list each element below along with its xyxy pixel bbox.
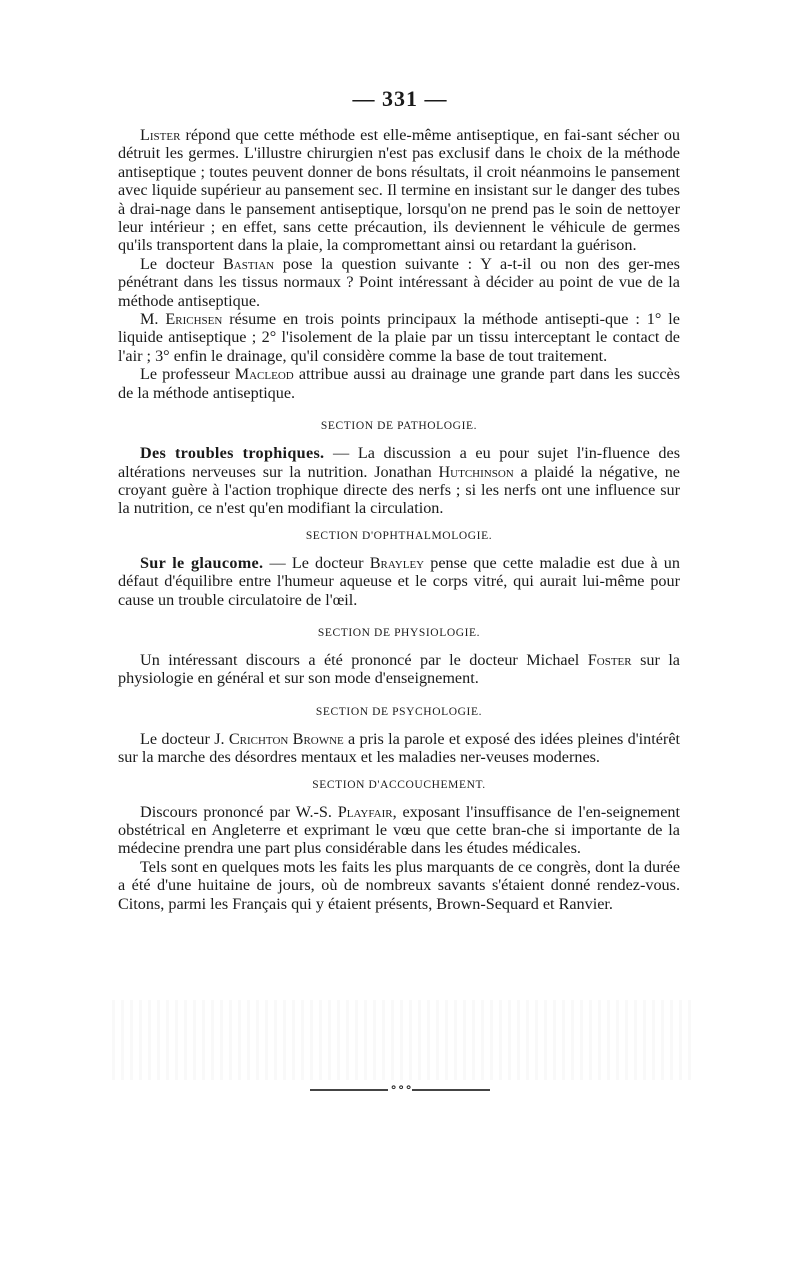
author-name: Foster [587, 650, 632, 669]
section-title: Des troubles trophiques. [140, 444, 325, 463]
section-heading-accouchement: SECTION D'ACCOUCHEMENT. [312, 778, 486, 791]
author-name: Erichsen [165, 310, 223, 329]
paragraph-accouchement [118, 803, 680, 858]
paragraph-text: Un intéressant discours a été prononcé par le docteur Michael [140, 650, 588, 669]
paragraph-text: pose la question suivante : Y a-t-il ou non des ger-mes pénétrant dans les tissus normaux ? Point intéressant à décider au point de vue de la méthode antiseptique. [118, 254, 680, 310]
show-through-texture [112, 1000, 692, 1080]
author-name: Brayley [369, 553, 425, 572]
paragraph-text: , exposant l'insuffisance de l'en-seignement obstétrical en Angleterre et exprimant le vœu que cette bran-che si importante de la médecine prendra une part plus considérable dans les études médicales. [118, 802, 680, 858]
section-title: Sur le glaucome. [140, 553, 264, 572]
paragraph-conclusion: Tels sont en quelques mots les faits les plus marquants de ce congrès, dont la durée a été d'une huitaine de jours, où de nombreux savants s'étaient donné rendez-vous. Citons, parmi les Français qui y étaient présents, Brown-Sequard et Ranvier. [118, 857, 680, 913]
paragraph-text: a plaidé la négative, ne croyant guère à l'action trophique directe des nerfs ; si les nerfs ont une influence sur la nutrition, ce n'est qu'en modifiant la circulation. [118, 462, 680, 518]
paragraph-text: pense que cette maladie est due à un défaut d'équilibre entre l'humeur aqueuse et le corps vitré, qui aurait lui-même pour cause un trouble circulatoire de l'œil. [118, 553, 680, 609]
paragraph-text: a pris la parole et exposé des idées pleines d'intérêt sur la marche des désordres mentaux et les maladies ner-veuses modernes. [118, 729, 680, 767]
paragraph-text: Discours prononcé par W.-S. [140, 802, 338, 821]
ornament-rule-left [310, 1089, 388, 1091]
paragraph-text: Le docteur [140, 254, 223, 273]
ornament-circles-icon: ∘∘∘ [389, 1080, 413, 1094]
author-name: Playfair [337, 802, 393, 821]
end-ornament [260, 1080, 540, 1095]
paragraph-text: Le docteur J. [140, 729, 229, 748]
paragraph-psychologie [118, 730, 680, 767]
author-name: Bastian [222, 254, 275, 273]
paragraph-text: M. [140, 310, 166, 329]
ornament-rule-right [412, 1089, 490, 1091]
paragraph-text: — Le docteur [263, 553, 370, 572]
paragraph-text: répond que cette méthode est elle-même antiseptique, en fai-sant sécher ou détruit les germes. L'illustre chirurgien n'est pas exclusif dans le choix de la méthode antiseptique ; toutes peuvent donner de bons résultats, il croit néanmoins le pansement avec liquide supérieur au pansement sec. Il termine en insistant sur le danger des tubes à drai-nage dans le pansement antiseptique, lorsqu'on ne prend pas le soin de nettoyer leur intérieur ; en effet, sans cette précaution, ils deviennent le véhicule de germes qu'ils transportent dans la plaie, la compromettant ainsi ou retardant la guérison. [118, 126, 680, 255]
paragraph-text: attribue aussi au drainage une grande part dans les succès de la méthode antiseptique. [118, 365, 680, 402]
paragraph-physiologie [118, 651, 680, 688]
paragraph-text: résume en trois points principaux la méthode antisepti-que : 1° le liquide antiseptique ; 2° l'isolement de la plaie par un tissu interceptant le contact de l'air ; 3° enfin le drainage, qu'il considère comme la base de tout traitement. [118, 310, 680, 365]
paragraph-glaucome [118, 554, 680, 609]
paragraph-lister [118, 126, 680, 255]
paragraph-erichsen [118, 310, 680, 365]
paragraph-troubles-trophiques [118, 444, 680, 518]
author-name: Macleod [234, 365, 294, 384]
paragraph-macleod [118, 365, 680, 402]
paragraph-bastian [118, 255, 680, 310]
author-name: Lister [140, 126, 181, 144]
section-heading-psychologie: SECTION DE PSYCHOLOGIE. [315, 705, 483, 718]
author-name: Crichton Browne [228, 729, 344, 748]
paragraph-text: Le professeur [140, 365, 235, 384]
paragraph-text: sur la physiologie en général et sur son mode d'enseignement. [118, 650, 680, 688]
section-heading-physiologie: SECTION DE PHYSIOLOGIE. [317, 626, 481, 639]
body-text [118, 126, 680, 913]
page-number: — 331 — [352, 86, 448, 111]
author-name: Hutchinson [438, 462, 514, 481]
section-heading-pathologie: SECTION DE PATHOLOGIE. [320, 420, 478, 433]
paragraph-text: — La discussion a eu pour sujet l'in-fluence des altérations nerveuses sur la nutrition. Jonathan [118, 444, 681, 481]
section-heading-ophthalmologie: SECTION D'OPHTHALMOLOGIE. [305, 529, 493, 542]
